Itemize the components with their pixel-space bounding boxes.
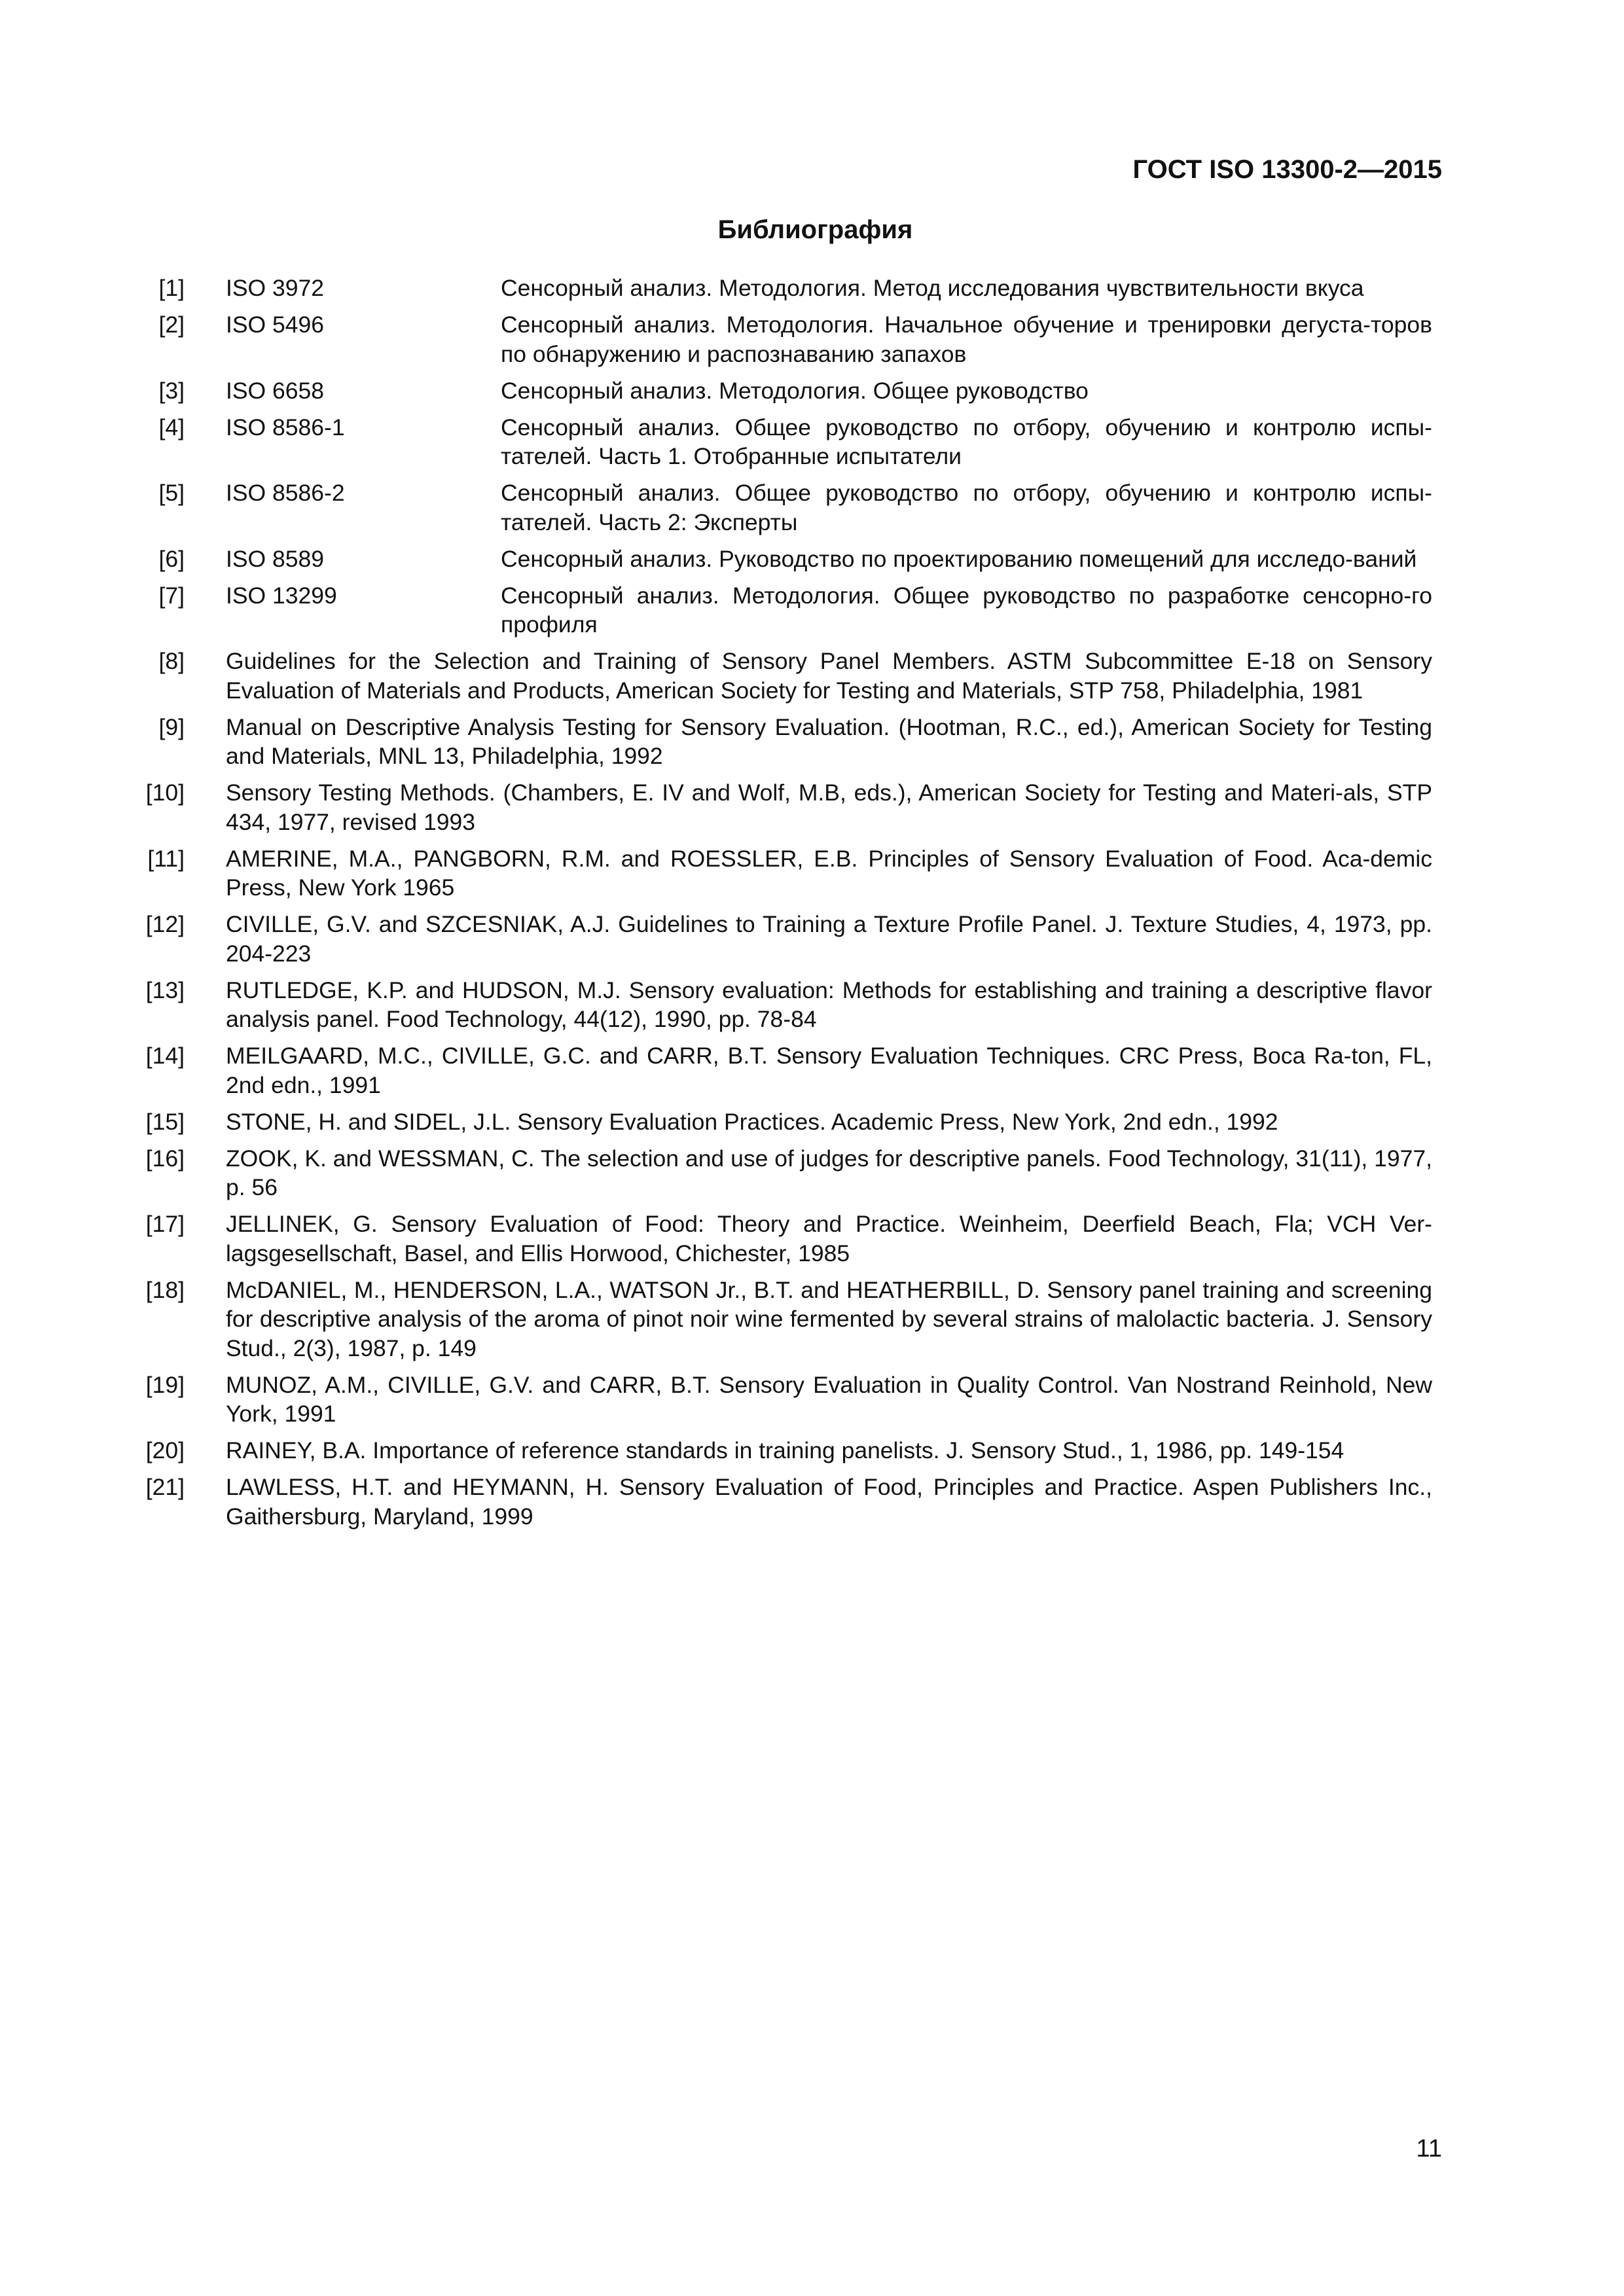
bibliography-list [131,274,1432,1539]
entry-standard-code: ISO 6658 [226,377,324,404]
bibliography-entry [131,376,1432,406]
entry-standard-code: ISO 5496 [226,312,324,338]
bibliography-entry [131,1371,1432,1429]
entry-number: [12] [145,911,185,937]
page-number: 11 [1416,2135,1442,2162]
entry-text: RUTLEDGE, K.P. and HUDSON, M.J. Sensory evaluation: Methods for establishing and training a descriptive flavor analysis panel. Food Technology, 44(12), 1990, pp. 78-84 [226,977,1432,1032]
entry-text: MUNOZ, A.M., CIVILLE, G.V. and CARR, B.T. Sensory Evaluation in Quality Control. Van Nostrand Reinhold, New York, 1991 [226,1371,1432,1427]
entry-text: Сенсорный анализ. Методология. Метод исследования чувствительности вкуса [501,275,1364,301]
entry-number: [5] [158,480,185,506]
entry-number: [3] [158,377,185,404]
document-header: ГОСТ ISO 13300-2—2015 [1132,155,1442,184]
entry-number: [21] [145,1474,185,1500]
bibliography-entry [131,478,1432,537]
entry-text: LAWLESS, H.T. and HEYMANN, H. Sensory Evaluation of Food, Principles and Practice. Aspen Publishers Inc., Gaithersburg, Maryland, 1999 [226,1474,1432,1530]
entry-text: Сенсорный анализ. Методология. Общее руководство по разработке сенсорно-го профиля [501,582,1432,637]
entry-number: [8] [158,648,185,674]
entry-standard-code: ISO 8589 [226,545,324,572]
bibliography-entry [131,1436,1432,1465]
bibliography-entry [131,647,1432,705]
bibliography-entry [131,581,1432,639]
entry-number: [2] [158,312,185,338]
entry-text: STONE, H. and SIDEL, J.L. Sensory Evaluation Practices. Academic Press, New York, 2nd edn., 1992 [226,1108,1278,1135]
entry-text: Manual on Descriptive Analysis Testing for Sensory Evaluation. (Hootman, R.C., ed.), American Society for Testing and Materials, MNL 13, Philadelphia, 1992 [226,713,1432,769]
entry-number: [13] [145,977,185,1003]
bibliography-entry [131,1144,1432,1202]
bibliography-entry [131,778,1432,836]
entry-number: [17] [145,1211,185,1237]
bibliography-entry [131,413,1432,471]
entry-number: [19] [145,1371,185,1398]
bibliography-entry [131,844,1432,903]
bibliography-entry [131,713,1432,771]
bibliography-entry [131,310,1432,368]
bibliography-entry [131,910,1432,968]
entry-text: Сенсорный анализ. Общее руководство по отбору, обучению и контролю испы-тателей. Часть 1. Отобранные испытатели [501,414,1432,469]
entry-text: Сенсорный анализ. Методология. Начальное обучение и тренировки дегуста-торов по обнаружению и распознаванию запахов [501,312,1432,367]
entry-number: [16] [145,1145,185,1172]
entry-text: ZOOK, K. and WESSMAN, C. The selection and use of judges for descriptive panels. Food Technology, 31(11), 1977, p. 56 [226,1145,1432,1200]
entry-text: Сенсорный анализ. Методология. Общее руководство [501,377,1089,404]
entry-standard-code: ISO 8586-1 [226,414,345,440]
bibliography-title: Библиография [717,215,913,244]
entry-number: [18] [145,1276,185,1303]
entry-number: [14] [145,1043,185,1069]
entry-standard-code: ISO 3972 [226,275,324,301]
entry-number: [1] [158,275,185,301]
entry-number: [11] [147,845,185,872]
entry-text: Sensory Testing Methods. (Chambers, E. IV and Wolf, M.B, eds.), American Society for Testing and Materi-als, STP 434, 1977, revised 1993 [226,780,1432,835]
bibliography-entry [131,1107,1432,1137]
entry-text: JELLINEK, G. Sensory Evaluation of Food: Theory and Practice. Weinheim, Deerfield Beach, Fla; VCH Ver-lagsgesellschaft, Basel, and Ellis Horwood, Chichester, 1985 [226,1211,1432,1266]
entry-standard-code: ISO 13299 [226,582,337,609]
bibliography-entry [131,545,1432,574]
entry-number: [6] [158,545,185,572]
bibliography-entry [131,274,1432,303]
entry-text: CIVILLE, G.V. and SZCESNIAK, A.J. Guidelines to Training a Texture Profile Panel. J. Texture Studies, 4, 1973, pp. 204-223 [226,911,1432,967]
entry-number: [10] [145,780,185,806]
entry-number: [4] [158,414,185,440]
bibliography-entry [131,1276,1432,1363]
entry-text: Guidelines for the Selection and Training of Sensory Panel Members. ASTM Subcommittee E-18 on Sensory Evaluation of Materials and Products, American Society for Testing and Materials, STP 758, Philadelphia, 1981 [226,648,1432,704]
bibliography-entry [131,1041,1432,1100]
entry-text: RAINEY, B.A. Importance of reference standards in training panelists. J. Sensory Stud., 1, 1986, pp. 149-154 [226,1437,1344,1463]
entry-standard-code: ISO 8586-2 [226,480,345,506]
entry-text: Сенсорный анализ. Общее руководство по отбору, обучению и контролю испы-тателей. Часть 2: Эксперты [501,480,1432,535]
entry-text: MEILGAARD, M.C., CIVILLE, G.C. and CARR, B.T. Sensory Evaluation Techniques. CRC Press, Boca Ra-ton, FL, 2nd edn., 1991 [226,1043,1432,1098]
entry-number: [7] [158,582,185,609]
entry-number: [15] [145,1108,185,1135]
bibliography-entry [131,1210,1432,1268]
entry-text: Сенсорный анализ. Руководство по проектированию помещений для исследо-ваний [501,545,1417,572]
bibliography-entry [131,1473,1432,1531]
bibliography-entry [131,976,1432,1034]
entry-number: [9] [158,713,185,740]
entry-text: AMERINE, M.A., PANGBORN, R.M. and ROESSLER, E.B. Principles of Sensory Evaluation of Food. Aca-demic Press, New York 1965 [226,845,1432,901]
entry-number: [20] [145,1437,185,1463]
entry-text: McDANIEL, M., HENDERSON, L.A., WATSON Jr., B.T. and HEATHERBILL, D. Sensory panel training and screening for descriptive analysis of the aroma of pinot noir wine fermented by several strains of malolactic bacteria. J. Sensory Stud., 2(3), 1987, p. 149 [226,1276,1432,1361]
